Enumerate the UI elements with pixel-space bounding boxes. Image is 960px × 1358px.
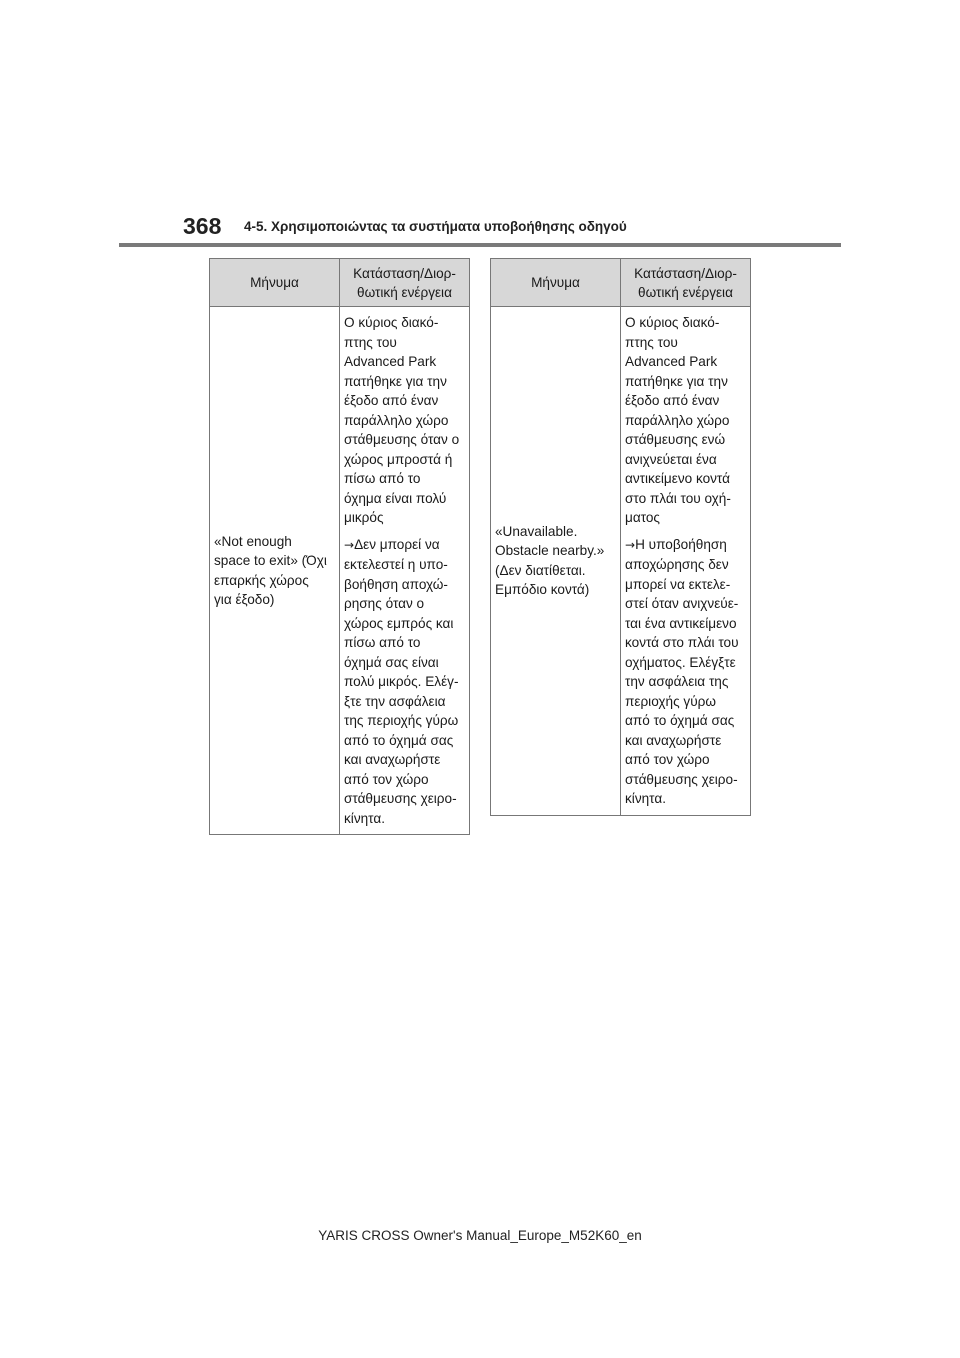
action-line: οχήματος. Ελέγξτε xyxy=(625,654,736,670)
column-header-status-line: Κατάσταση/Διορ- xyxy=(353,265,456,281)
message-line: «Not enough xyxy=(214,533,292,549)
message-line: Obstacle nearby.» xyxy=(495,543,605,559)
status-line: πατήθηκε για την xyxy=(625,373,728,389)
status-line: πτης του xyxy=(625,334,678,350)
status-line: Advanced Park xyxy=(344,354,437,369)
action-line: στάθμευσης χειρο- xyxy=(344,791,457,806)
status-line: Ο κύριος διακό- xyxy=(625,315,720,330)
action-line: ρησης όταν ο xyxy=(344,596,425,611)
column-header-message: Μήνυμα xyxy=(210,259,340,307)
action-line: χώρος εμπρός και xyxy=(344,615,454,631)
status-line: πατήθηκε για την xyxy=(344,373,447,389)
table-header-row xyxy=(210,259,470,307)
status-line: αντικείμενο κοντά xyxy=(625,471,730,486)
message-line: Εμπόδιο κοντά) xyxy=(495,582,590,598)
status-line: μικρός xyxy=(344,510,384,525)
action-line: στάθμευσης χειρο- xyxy=(625,771,738,787)
action-line: πολύ μικρός. Ελέγ- xyxy=(344,674,459,689)
message-cell xyxy=(210,307,340,835)
message-line: «Unavailable. xyxy=(495,523,578,539)
status-line: παράλληλο χώρο xyxy=(625,412,730,428)
status-line: στο πλάι του οχή- xyxy=(625,490,731,506)
action-line: της περιοχής γύρω xyxy=(344,713,459,728)
action-line: κίνητα. xyxy=(344,810,385,826)
column-header-status-line: θωτική ενέργεια xyxy=(357,284,452,300)
status-line: ματος xyxy=(625,510,660,525)
message-line: space to exit» (Όχι xyxy=(214,553,327,568)
status-line: στάθμευσης όταν ο xyxy=(344,432,460,447)
column-header-status-line: Κατάσταση/Διορ- xyxy=(634,265,737,281)
corrective-action xyxy=(625,535,746,809)
action-line: Η υποβοήθηση xyxy=(635,536,727,552)
page-number: 368 xyxy=(183,213,222,239)
message-table-left xyxy=(209,258,470,835)
action-line: εκτελεστεί η υπο- xyxy=(344,557,448,572)
status-line: χώρος μπροστά ή xyxy=(344,451,453,467)
action-line: από τον χώρο xyxy=(344,771,429,787)
status-line: Advanced Park xyxy=(625,354,718,369)
action-line: μπορεί να εκτελε- xyxy=(625,576,731,592)
arrow-right-icon: → xyxy=(344,537,355,552)
footer-manual-id: YARIS CROSS Owner's Manual_Europe_M52K60_en xyxy=(318,1228,642,1243)
action-line: και αναχωρήστε xyxy=(344,752,441,767)
column-header-message: Μήνυμα xyxy=(491,259,621,307)
header-divider xyxy=(119,243,841,247)
message-table-right xyxy=(490,258,751,816)
column-header-status xyxy=(621,259,751,307)
message-cell xyxy=(491,307,621,816)
status-line: ανιχνεύεται ένα xyxy=(625,451,717,467)
table-row xyxy=(210,307,470,835)
status-description xyxy=(344,313,465,528)
action-line: κοντά στο πλάι του xyxy=(625,635,739,650)
action-line: πίσω από το xyxy=(344,635,421,650)
status-line: όχημα είναι πολύ xyxy=(344,490,447,506)
action-line: όχημά σας είναι xyxy=(344,654,439,670)
status-description xyxy=(625,313,746,528)
status-cell xyxy=(340,307,470,835)
status-cell xyxy=(621,307,751,816)
table-row xyxy=(491,307,751,816)
message-line: επαρκής χώρος xyxy=(214,572,309,588)
action-line: αποχώρησης δεν xyxy=(625,557,729,572)
action-line: ται ένα αντικείμενο xyxy=(625,615,737,631)
action-line: την ασφάλεια της xyxy=(625,674,729,689)
status-line: παράλληλο χώρο xyxy=(344,412,449,428)
status-line: στάθμευσης ενώ xyxy=(625,432,726,447)
status-line: πτης του xyxy=(344,334,397,350)
message-line: για έξοδο) xyxy=(214,592,275,607)
action-line: και αναχωρήστε xyxy=(625,732,722,748)
action-line: από το όχημά σας xyxy=(344,732,454,748)
action-line: περιοχής γύρω xyxy=(625,693,716,709)
column-header-status-line: θωτική ενέργεια xyxy=(638,284,733,300)
action-line: Δεν μπορεί να xyxy=(354,536,440,552)
action-line: ξτε την ασφάλεια xyxy=(344,693,446,709)
table-header-row xyxy=(491,259,751,307)
status-line: έξοδο από έναν xyxy=(344,393,439,408)
status-line: πίσω από το xyxy=(344,471,421,486)
status-line: Ο κύριος διακό- xyxy=(344,315,439,330)
message-line: (Δεν διατίθεται. xyxy=(495,562,586,578)
arrow-right-icon: → xyxy=(625,537,636,552)
action-line: βοήθηση αποχώ- xyxy=(344,576,448,592)
section-title: 4-5. Χρησιμοποιώντας τα συστήματα υποβοήθησης οδηγού xyxy=(244,219,627,234)
action-line: από τον χώρο xyxy=(625,752,710,767)
action-line: κίνητα. xyxy=(625,791,666,806)
status-line: έξοδο από έναν xyxy=(625,393,720,408)
action-line: από το όχημά σας xyxy=(625,713,735,728)
corrective-action xyxy=(344,535,465,829)
column-header-status xyxy=(340,259,470,307)
action-line: στεί όταν ανιχνεύε- xyxy=(625,596,739,611)
